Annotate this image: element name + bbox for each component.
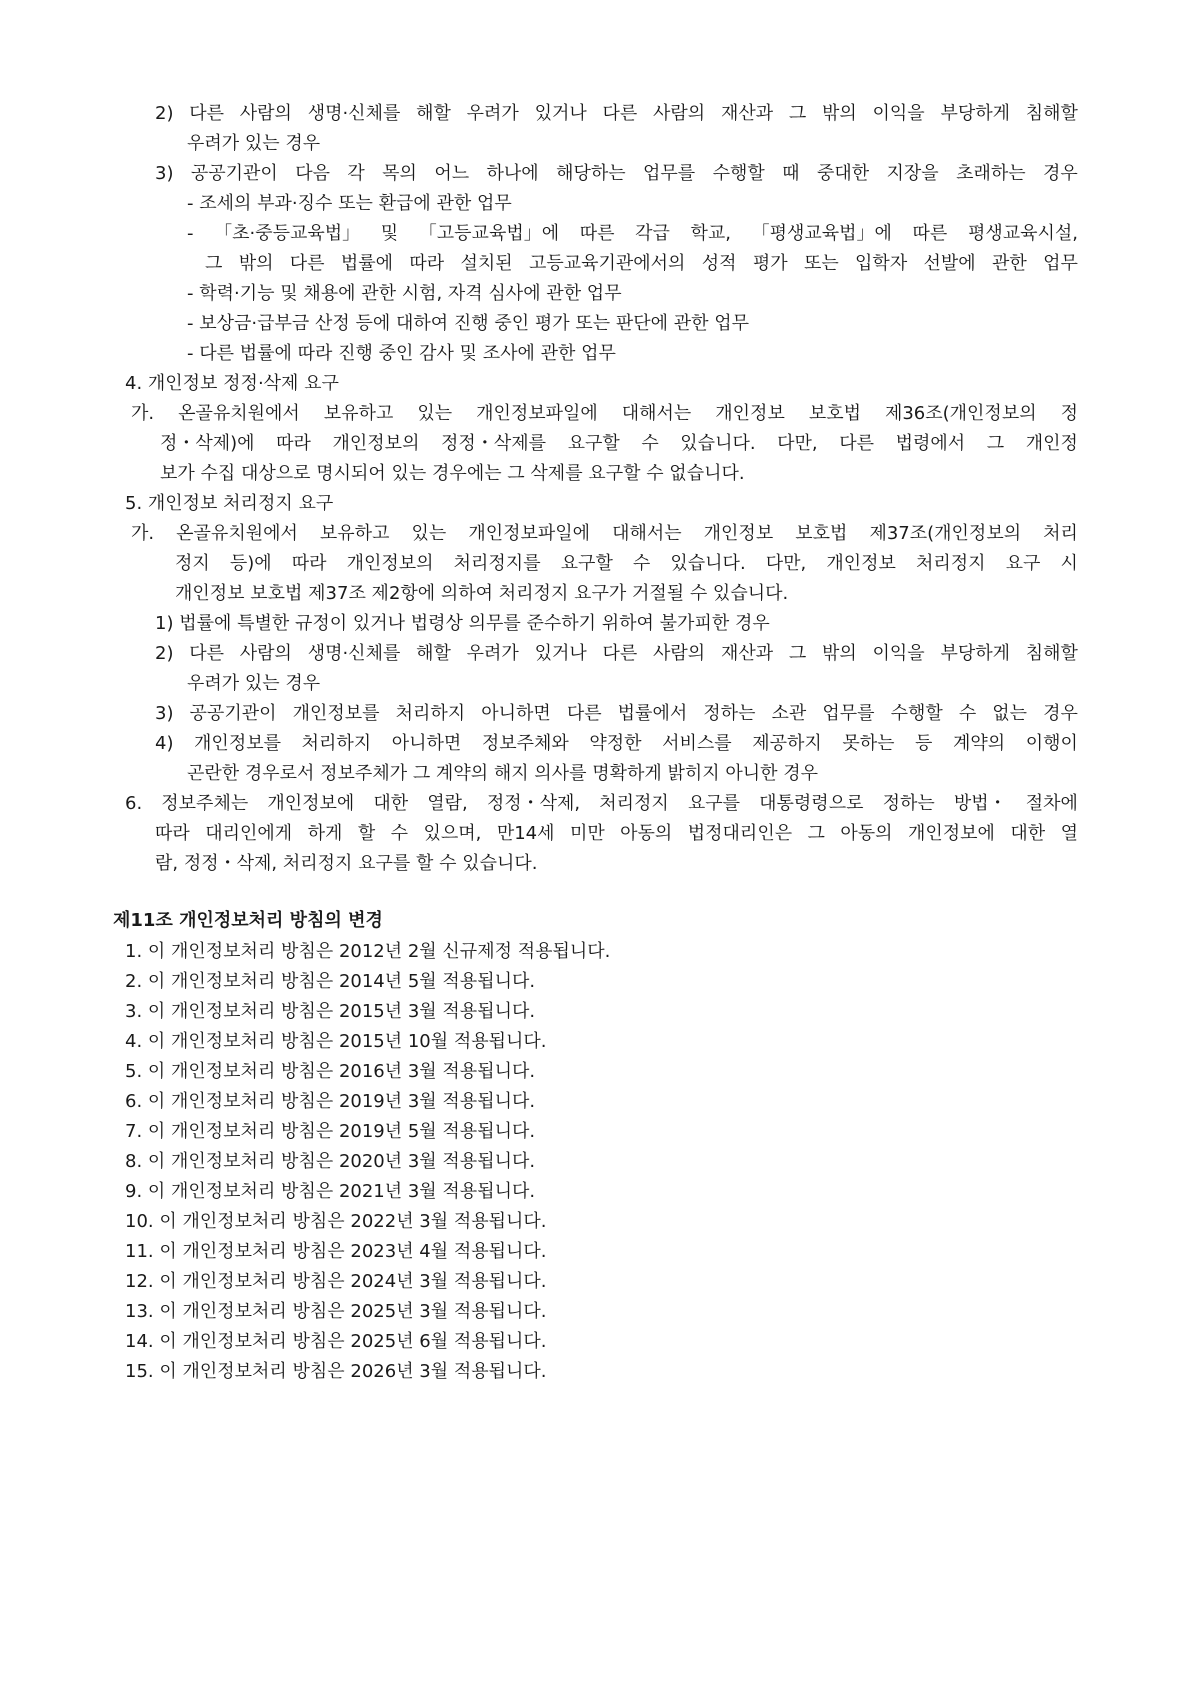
list-item: - 조세의 부과·징수 또는 환급에 관한 업무 [187, 193, 512, 214]
revision-item: 6. 이 개인정보처리 방침은 2019년 3월 적용됩니다. [125, 1091, 536, 1112]
section-title: 5. 개인정보 처리정지 요구 [125, 493, 334, 514]
revision-item: 11. 이 개인정보처리 방침은 2023년 4월 적용됩니다. [125, 1241, 547, 1262]
revision-item: 2. 이 개인정보처리 방침은 2014년 5월 적용됩니다. [125, 971, 536, 992]
revision-item: 4. 이 개인정보처리 방침은 2015년 10월 적용됩니다. [125, 1031, 547, 1052]
paragraph-line: 따라 대리인에게 하게 할 수 있으며, 만14세 미만 아동의 법정대리인은 그 아동의 개인정보에 대한 열 [155, 823, 1078, 844]
revision-item: 15. 이 개인정보처리 방침은 2026년 3월 적용됩니다. [125, 1361, 547, 1382]
section-title: 4. 개인정보 정정·삭제 요구 [125, 373, 339, 394]
paragraph-line: 3) 공공기관이 다음 각 목의 어느 하나에 해당하는 업무를 수행할 때 중대한 지장을 초래하는 경우 [155, 163, 1078, 184]
article-heading: 제11조 개인정보처리 방침의 변경 [113, 910, 383, 931]
revision-item: 3. 이 개인정보처리 방침은 2015년 3월 적용됩니다. [125, 1001, 536, 1022]
paragraph-line: 4) 개인정보를 처리하지 아니하면 정보주체와 약정한 서비스를 제공하지 못하는 등 계약의 이행이 [155, 733, 1078, 754]
list-item: - 보상금·급부금 산정 등에 대하여 진행 중인 평가 또는 판단에 관한 업무 [187, 313, 750, 334]
list-item: - 다른 법률에 따라 진행 중인 감사 및 조사에 관한 업무 [187, 343, 616, 364]
paragraph-line: 2) 다른 사람의 생명·신체를 해할 우려가 있거나 다른 사람의 재산과 그 밖의 이익을 부당하게 침해할 [155, 103, 1078, 124]
paragraph-line: - 「초·중등교육법」 및 「고등교육법」에 따른 각급 학교, 「평생교육법」에 따른 평생교육시설, [187, 223, 1078, 244]
paragraph-line: 우려가 있는 경우 [187, 133, 321, 154]
list-item: 1) 법률에 특별한 규정이 있거나 법령상 의무를 준수하기 위하여 불가피한 경우 [155, 613, 770, 634]
revision-item: 14. 이 개인정보처리 방침은 2025년 6월 적용됩니다. [125, 1331, 547, 1352]
paragraph-line: 우려가 있는 경우 [187, 673, 321, 694]
paragraph-line: 그 밖의 다른 법률에 따라 설치된 고등교육기관에서의 성적 평가 또는 입학자 선발에 관한 업무 [205, 253, 1078, 274]
revision-item: 1. 이 개인정보처리 방침은 2012년 2월 신규제정 적용됩니다. [125, 941, 611, 962]
revision-item: 9. 이 개인정보처리 방침은 2021년 3월 적용됩니다. [125, 1181, 536, 1202]
revision-item: 5. 이 개인정보처리 방침은 2016년 3월 적용됩니다. [125, 1061, 536, 1082]
list-item: - 학력·기능 및 채용에 관한 시험, 자격 심사에 관한 업무 [187, 283, 622, 304]
paragraph-line: 2) 다른 사람의 생명·신체를 해할 우려가 있거나 다른 사람의 재산과 그 밖의 이익을 부당하게 침해할 [155, 643, 1078, 664]
paragraph-line: 가. 온골유치원에서 보유하고 있는 개인정보파일에 대해서는 개인정보 보호법 제36조(개인정보의 정 [131, 403, 1078, 424]
paragraph-line: 개인정보 보호법 제37조 제2항에 의하여 처리정지 요구가 거절될 수 있습니다. [175, 583, 789, 604]
paragraph-line: 람, 정정・삭제, 처리정지 요구를 할 수 있습니다. [155, 853, 538, 874]
revision-item: 13. 이 개인정보처리 방침은 2025년 3월 적용됩니다. [125, 1301, 547, 1322]
paragraph-line: 정지 등)에 따라 개인정보의 처리정지를 요구할 수 있습니다. 다만, 개인정보 처리정지 요구 시 [175, 553, 1078, 574]
paragraph-line: 곤란한 경우로서 정보주체가 그 계약의 해지 의사를 명확하게 밝히지 아니한 경우 [187, 763, 819, 784]
paragraph-line: 가. 온골유치원에서 보유하고 있는 개인정보파일에 대해서는 개인정보 보호법 제37조(개인정보의 처리 [131, 523, 1078, 544]
paragraph-line: 보가 수집 대상으로 명시되어 있는 경우에는 그 삭제를 요구할 수 없습니다. [160, 463, 745, 484]
revision-item: 12. 이 개인정보처리 방침은 2024년 3월 적용됩니다. [125, 1271, 547, 1292]
paragraph-line: 정・삭제)에 따라 개인정보의 정정・삭제를 요구할 수 있습니다. 다만, 다른 법령에서 그 개인정 [160, 433, 1078, 454]
paragraph-line: 3) 공공기관이 개인정보를 처리하지 아니하면 다른 법률에서 정하는 소관 업무를 수행할 수 없는 경우 [155, 703, 1078, 724]
revision-item: 8. 이 개인정보처리 방침은 2020년 3월 적용됩니다. [125, 1151, 536, 1172]
revision-item: 7. 이 개인정보처리 방침은 2019년 5월 적용됩니다. [125, 1121, 536, 1142]
revision-item: 10. 이 개인정보처리 방침은 2022년 3월 적용됩니다. [125, 1211, 547, 1232]
paragraph-line: 6. 정보주체는 개인정보에 대한 열람, 정정・삭제, 처리정지 요구를 대통령령으로 정하는 방법・ 절차에 [125, 793, 1078, 814]
